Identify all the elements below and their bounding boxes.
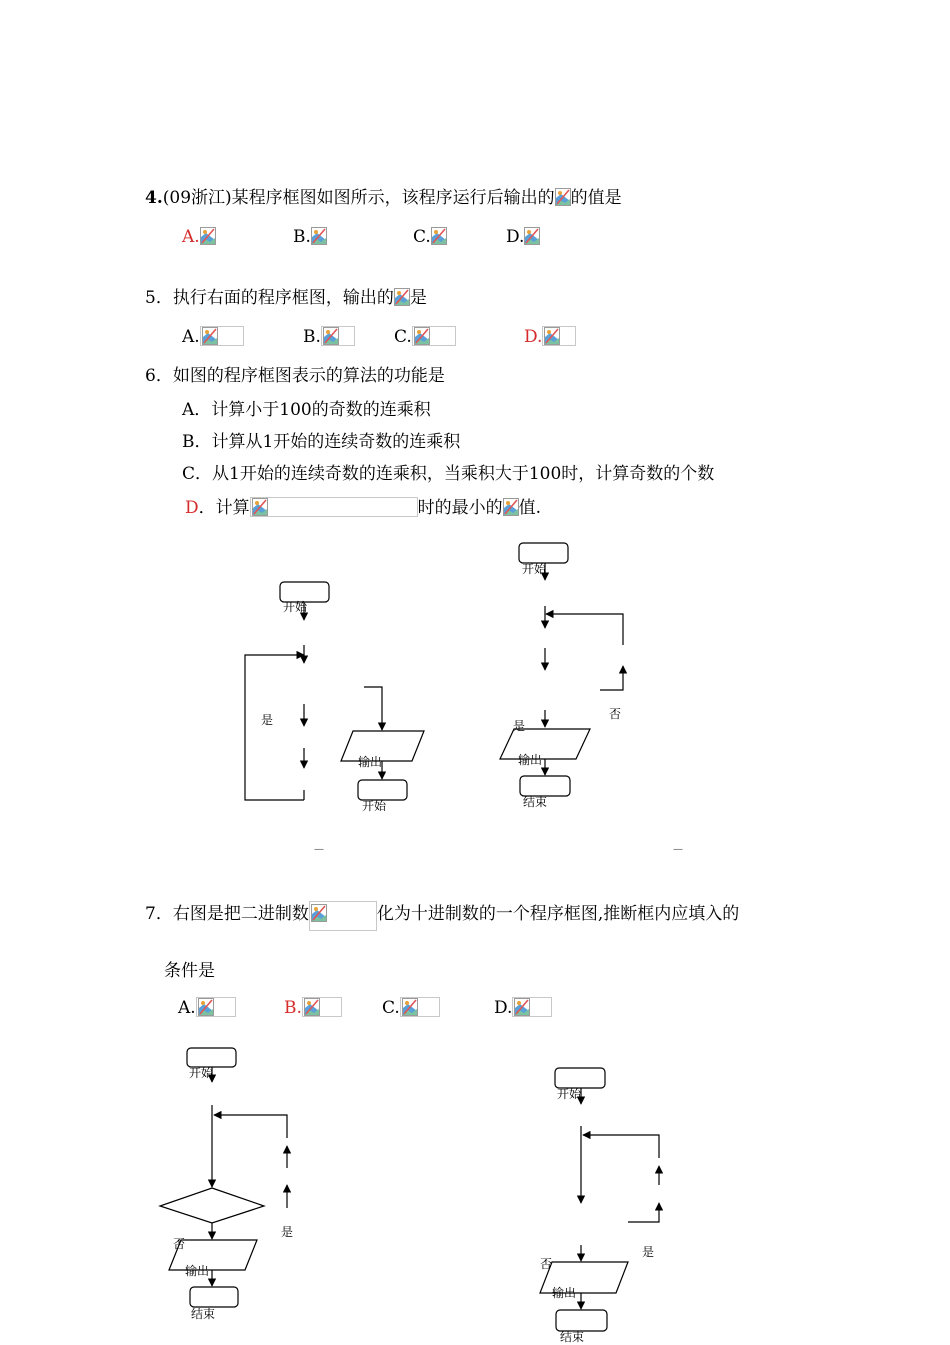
flowchart-d-start-label: 开始: [557, 1087, 582, 1101]
q4-option-c: C.: [413, 227, 447, 247]
q4-option-a: A.: [182, 227, 216, 247]
flowchart-b-end-label: 结束: [523, 795, 548, 809]
q4-stem: 4.(09浙江)某程序框图如图所示，该程序运行后输出的 的值是: [145, 188, 622, 208]
q7-option-d: D.: [494, 997, 552, 1018]
flowchart-b-start-label: 开始: [522, 562, 547, 576]
q4-option-b: B.: [293, 227, 327, 247]
q6-option-c: C．从1开始的连续奇数的连乘积，当乘积大于100时，计算奇数的个数: [182, 464, 715, 484]
flowchart-a-page-mark: —: [314, 844, 324, 855]
flowchart-a-output-label: 输出: [358, 755, 383, 769]
flowchart-b-page-mark: —: [673, 844, 683, 855]
q5-option-d: D.: [524, 326, 576, 347]
flowchart-c-output-label: 输出: [185, 1264, 210, 1278]
q7-stem: 7．右图是把二进制数 化为十进制数的一个程序框图,推断框内应填入的: [145, 901, 739, 931]
q5-stem: 5．执行右面的程序框图，输出的 是: [145, 288, 427, 308]
flowchart-c-yes-label: 是: [281, 1225, 294, 1239]
q5-option-a: A.: [182, 326, 244, 347]
q4-option-d: D.: [506, 227, 540, 247]
flowchart-d-yes-label: 是: [642, 1245, 655, 1259]
q4-number: 4.: [145, 188, 163, 208]
q7-option-b: B.: [284, 997, 342, 1018]
q7-stem-line2: 条件是: [164, 961, 215, 981]
flowchart-b-no-label: 否: [609, 707, 622, 721]
q7-option-a: A.: [178, 997, 236, 1018]
flowchart-a-start-label: 开始: [283, 600, 308, 614]
flowchart-b-output-label: 输出: [518, 753, 543, 767]
flowchart-c-no-label: 否: [173, 1237, 186, 1251]
flowchart-c-start-label: 开始: [189, 1066, 214, 1080]
q5-option-b: B.: [303, 326, 355, 347]
flowchart-d-end-label: 结束: [560, 1330, 585, 1344]
flowchart-d-output-label: 输出: [552, 1286, 577, 1300]
q6-option-a: A．计算小于100的奇数的连乘积: [182, 400, 431, 420]
flowchart-a-terminal-label: 开始: [362, 799, 387, 813]
q5-option-c: C.: [394, 326, 456, 347]
flowchart-a-yes-label: 是: [261, 713, 274, 727]
q6-stem: 6．如图的程序框图表示的算法的功能是: [145, 366, 445, 386]
q6-option-d: D．计算 时的最小的 值.: [185, 498, 542, 518]
flowchart-c-end-label: 结束: [191, 1307, 216, 1321]
flowchart-b-yes-label: 是: [513, 719, 526, 733]
flowchart-d-no-label: 否: [540, 1257, 553, 1271]
q6-option-b: B．计算从1开始的连续奇数的连乘积: [182, 432, 461, 452]
q7-option-c: C.: [382, 997, 440, 1018]
